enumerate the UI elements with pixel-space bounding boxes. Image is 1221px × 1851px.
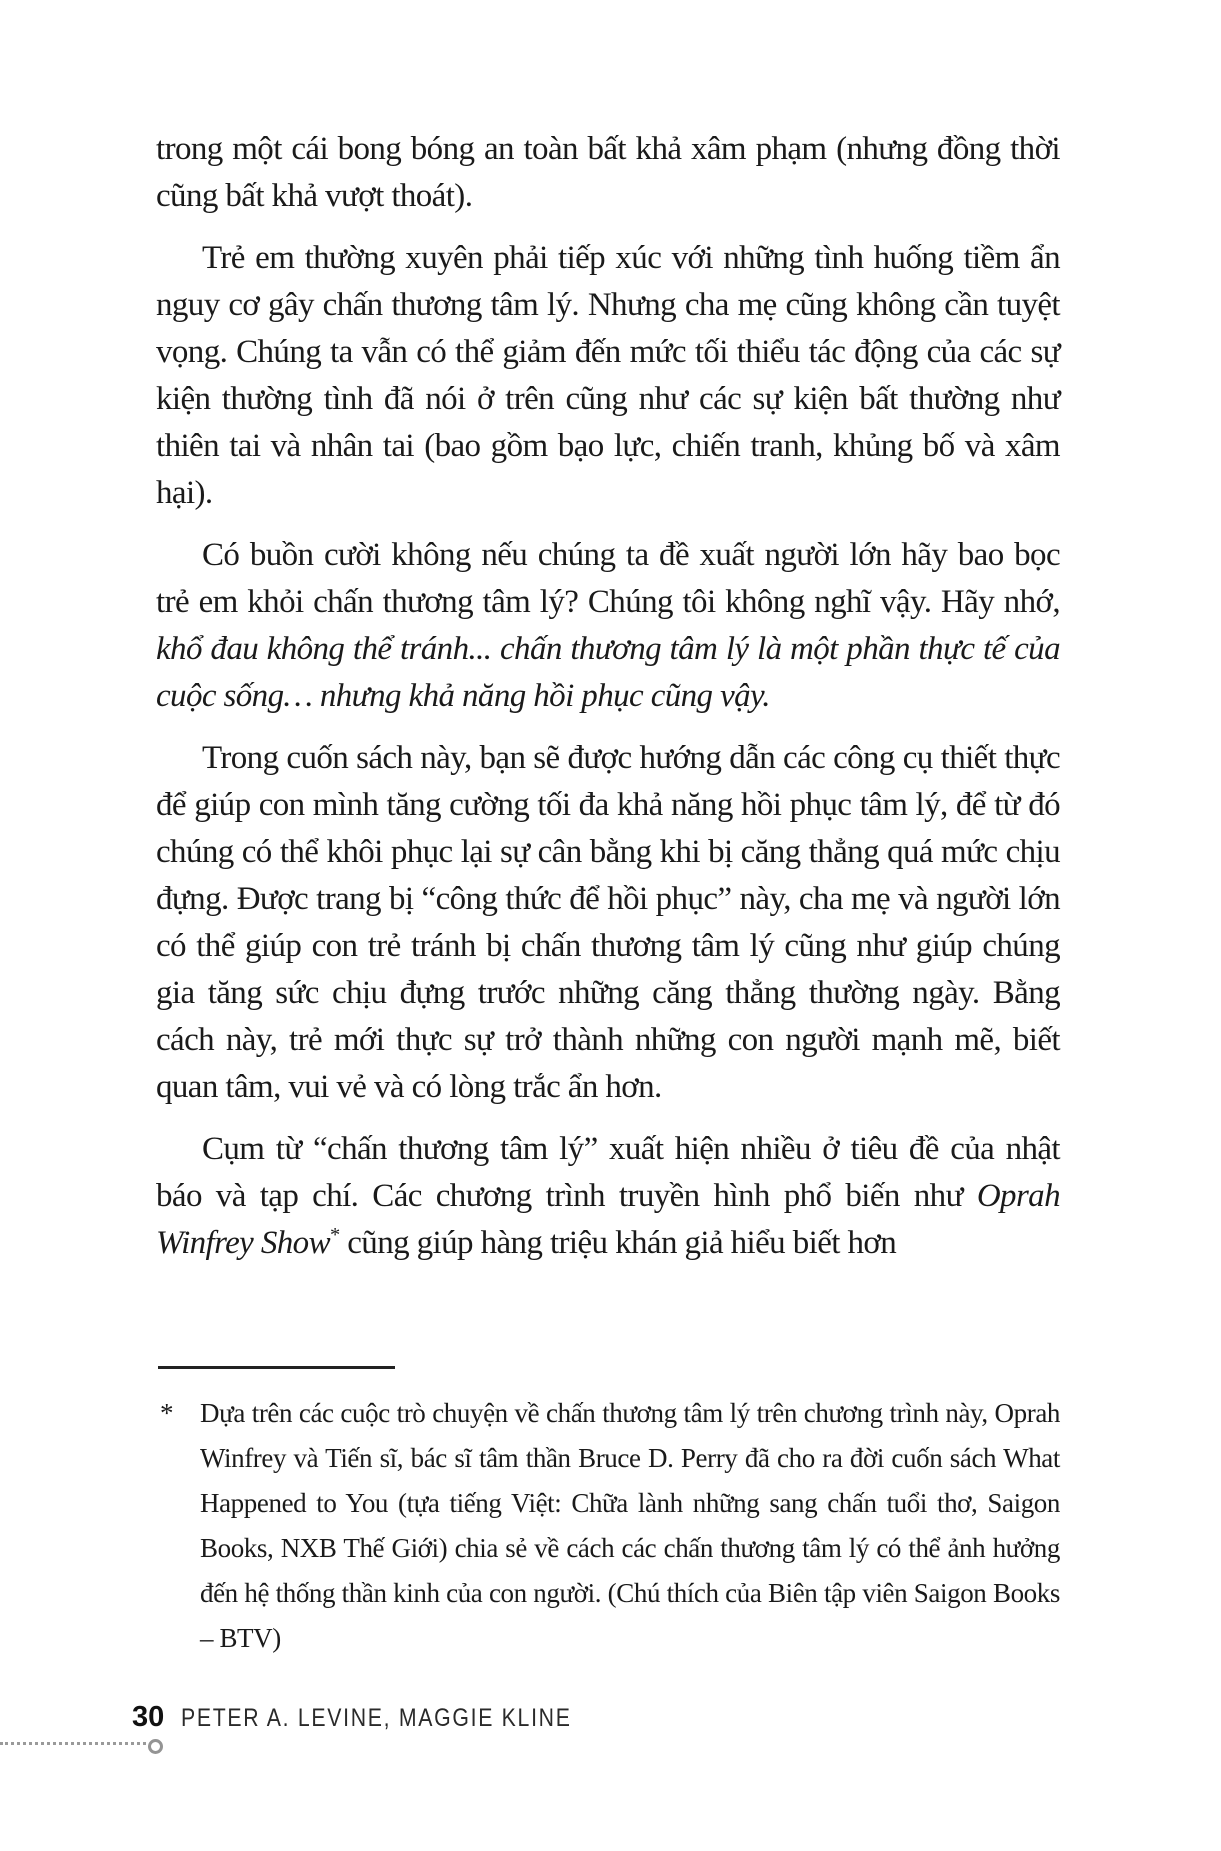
page-body <box>156 126 1060 1282</box>
footnote-text: Dựa trên các cuộc trò chuyện về chấn thương tâm lý trên chương trình này, Oprah Winfrey và Tiến sĩ, bác sĩ tâm thần Bruce D. Perry đã cho ra đời cuốn sách What Happened to You (tựa tiếng Việt: Chữa lành những sang chấn tuổi thơ, Saigon Books, NXB Thế Giới) chia sẻ về cách các chấn thương tâm lý có thể ảnh hưởng đến hệ thống thần kinh của con người. (Chú thích của Biên tập viên Saigon Books – BTV) <box>200 1398 1060 1653</box>
paragraph-risk-exposure: Trẻ em thường xuyên phải tiếp xúc với những tình huống tiềm ẩn nguy cơ gây chấn thương tâm lý. Nhưng cha mẹ cũng không cần tuyệt vọng. Chúng ta vẫn có thể giảm đến mức tối thiểu tác động của các sự kiện thường tình đã nói ở trên cũng như các sự kiện bất thường như thiên tai và nhân tai (bao gồm bạo lực, chiến tranh, khủng bố và xâm hại). <box>156 240 1060 511</box>
paragraph-quote-lead: Có buồn cười không nếu chúng ta đề xuất người lớn hãy bao bọc trẻ em khỏi chấn thương tâm lý? Chúng tôi không nghĩ vậy. Hãy nhớ, <box>156 537 1060 620</box>
paragraph-media-tail: cũng giúp hàng triệu khán giả hiểu biết hơn <box>339 1225 897 1261</box>
paragraph-media <box>156 1126 1060 1267</box>
dotted-leader-line <box>0 1742 146 1745</box>
paragraph-quote-italic: khổ đau không thể tránh... chấn thương tâm lý là một phần thực tế của cuộc sống… nhưng khả năng hồi phục cũng vậy. <box>156 631 1060 714</box>
show-title: Oprah Winfrey Show <box>156 1178 1060 1261</box>
footnote-body <box>156 1391 1060 1661</box>
paragraph-book-purpose: Trong cuốn sách này, bạn sẽ được hướng dẫn các công cụ thiết thực để giúp con mình tăng cường tối đa khả năng hồi phục tâm lý, để từ đó chúng có thể khôi phục lại sự cân bằng khi bị căng thẳng quá mức chịu đựng. Được trang bị “công thức để hồi phục” này, cha mẹ và người lớn có thể giúp con trẻ tránh bị chấn thương tâm lý cũng như giúp chúng gia tăng sức chịu đựng trước những căng thẳng thường ngày. Bằng cách này, trẻ mới thực sự trở thành những con người mạnh mẽ, biết quan tâm, vui vẻ và có lòng trắc ẩn hơn. <box>156 740 1060 1105</box>
leader-end-circle-icon <box>148 1739 163 1754</box>
footnote-reference-marker: * <box>329 1224 340 1246</box>
footnote-divider <box>158 1366 395 1369</box>
paragraph-media-lead: Cụm từ “chấn thương tâm lý” xuất hiện nhiều ở tiêu đề của nhật báo và tạp chí. Các chương trình truyền hình phổ biến như <box>156 1131 1060 1214</box>
footnote <box>156 1366 1060 1661</box>
paragraph-continuation: trong một cái bong bóng an toàn bất khả xâm phạm (nhưng đồng thời cũng bất khả vượt thoát). <box>156 131 1060 214</box>
running-footer-authors: PETER A. LEVINE, MAGGIE KLINE <box>181 1704 572 1732</box>
paragraph-quote <box>156 532 1060 720</box>
page-footer <box>132 1701 641 1734</box>
footnote-marker: * <box>160 1398 174 1428</box>
page-number: 30 <box>132 1701 165 1733</box>
